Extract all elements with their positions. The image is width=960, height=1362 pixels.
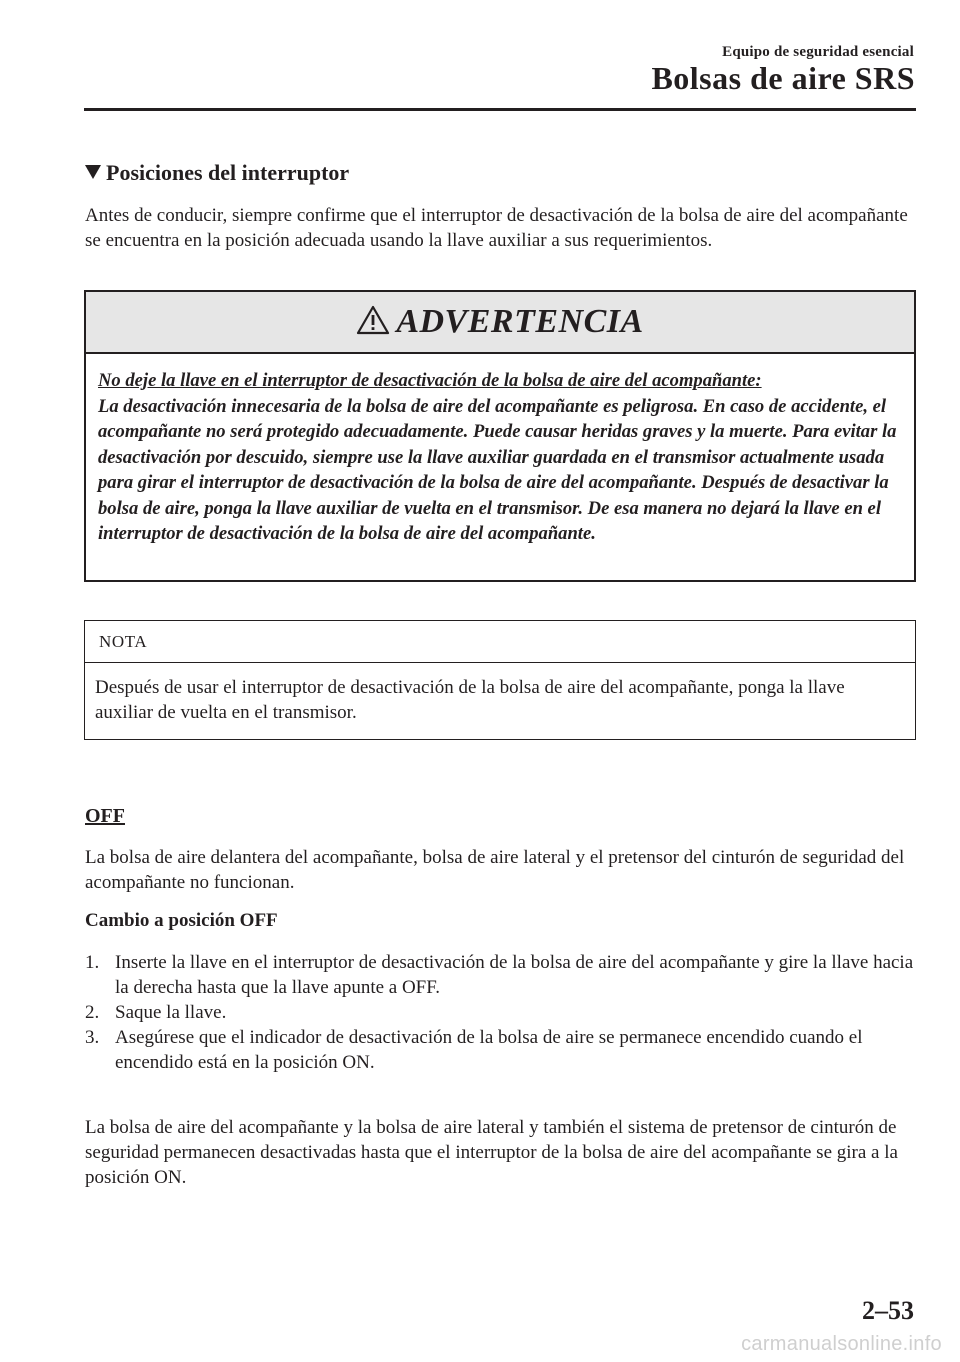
triangle-down-icon [85,165,101,179]
header-title: Bolsas de aire SRS [651,60,915,96]
note-box [84,620,916,740]
intro-paragraph: Antes de conducir, siempre confirme que el interruptor de desactivación de la bolsa de aire del acompañante se encuentra en la posición adecuada usando la llave auxiliar a sus requerimientos. [85,205,908,251]
step-text: Asegúrese que el indicador de desactivación de la bolsa de aire se permanece encendido cuando el encendido está en la posición ON. [115,1027,863,1073]
warning-lead: No deje la llave en el interruptor de desactivación de la bolsa de aire del acompañante: [98,370,762,391]
steps-list [85,950,915,1075]
warning-title: ADVERTENCIA [396,303,644,340]
step-number: 2. [85,1002,100,1023]
warning-body [86,354,910,547]
step-item [85,950,915,1000]
warning-box [84,290,916,582]
step-number: 1. [85,952,100,973]
watermark: carmanualsonline.info [741,1333,942,1355]
step-number: 3. [85,1027,100,1048]
note-header: NOTA [85,621,915,663]
warning-triangle-icon [356,305,390,335]
step-text: Saque la llave. [115,1002,227,1023]
change-heading: Cambio a posición OFF [85,910,278,931]
section-title-text: Posiciones del interruptor [106,160,350,185]
note-body: Después de usar el interruptor de desactivación de la bolsa de aire del acompañante, ponga la llave auxiliar de vuelta en el transmisor. [95,677,845,723]
step-item [85,1000,915,1025]
step-text: Inserte la llave en el interruptor de desactivación de la bolsa de aire del acompañante y gire la llave hacia la derecha hasta que la llave apunte a OFF. [115,952,914,998]
step-item [85,1025,915,1075]
off-description: La bolsa de aire delantera del acompañante, bolsa de aire lateral y el pretensor del cinturón de seguridad del acompañante no funcionan. [85,847,905,893]
off-label: OFF [85,805,125,827]
header-rule [84,108,916,111]
warning-text: La desactivación innecesaria de la bolsa de aire del acompañante es peligrosa. En caso de accidente, el acompañante no será protegido adecuadamente. Puede causar heridas graves y la muerte. Para evitar la desactivación por descuido, siempre use la llave auxiliar guardada en el transmisor actualmente usada para girar el interruptor de desactivación de la bolsa de aire del acompañante. Después de desactivar la bolsa de aire, ponga la llave auxiliar de vuelta en el transmisor. De esa manera no dejará la llave en el interruptor de desactivación de la bolsa de aire del acompañante. [98,395,897,544]
closing-paragraph: La bolsa de aire del acompañante y la bolsa de aire lateral y también el sistema de pretensor de cinturón de seguridad permanecen desactivadas hasta que el interruptor de la bolsa de aire del acompañante se gira a la posición ON. [85,1117,898,1188]
header-subtitle: Equipo de seguridad esencial [722,44,914,60]
page-number: 2–53 [862,1296,914,1325]
section-title [85,160,349,186]
warning-header [86,292,914,354]
